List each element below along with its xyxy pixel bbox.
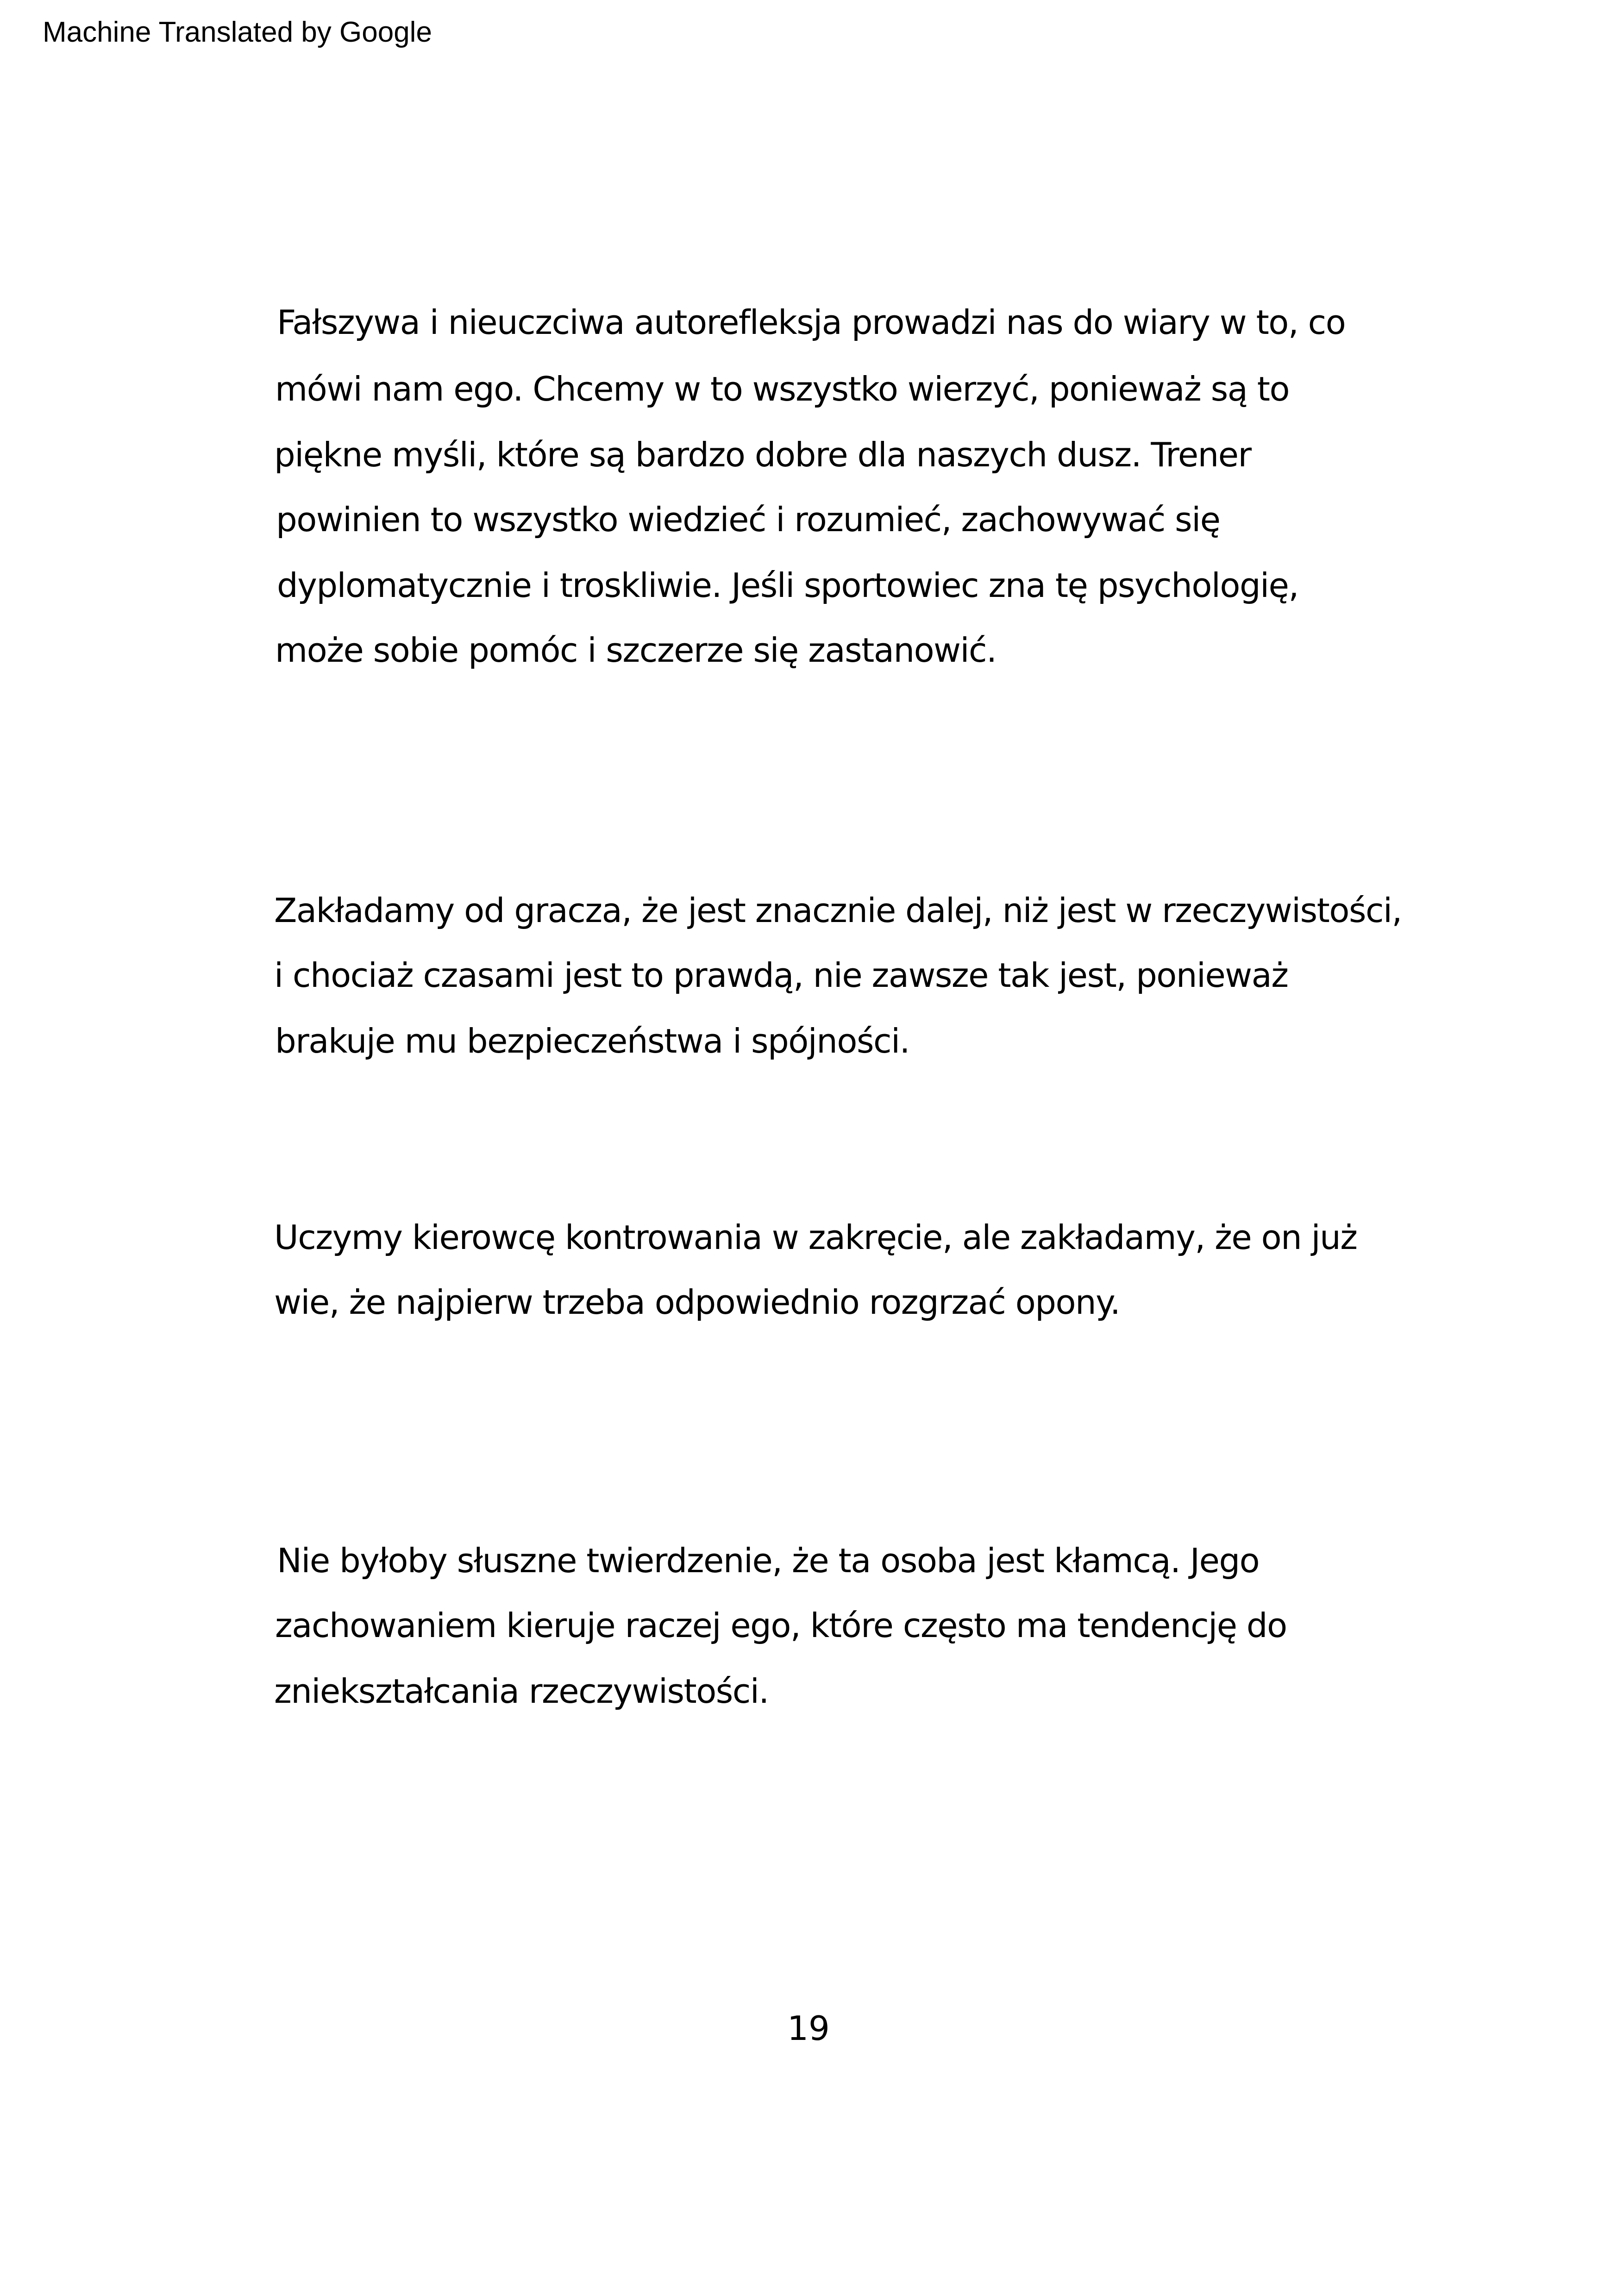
paragraph-line: mówi nam ego. Chcemy w to wszystko wierzyć, ponieważ są to [275,370,1289,408]
paragraph-line: zachowaniem kieruje raczej ego, które często ma tendencję do [275,1606,1287,1645]
paragraph-line: piękne myśli, które są bardzo dobre dla naszych dusz. Trener [274,435,1251,474]
paragraph-line: Nie byłoby słuszne twierdzenie, że ta osoba jest kłamcą. Jego [277,1541,1260,1580]
page-number: 19 [787,2009,830,2048]
paragraph-line: wie, że najpierw trzeba odpowiednio rozgrzać opony. [274,1283,1120,1322]
paragraph-line: Fałszywa i nieuczciwa autorefleksja prowadzi nas do wiary w to, co [277,303,1346,342]
paragraph-line: Zakładamy od gracza, że jest znacznie dalej, niż jest w rzeczywistości, [274,891,1402,930]
paragraph-line: Uczymy kierowcę kontrowania w zakręcie, ale zakładamy, że on już [274,1218,1357,1257]
paragraph-line: zniekształcania rzeczywistości. [274,1672,769,1711]
paragraph-line: brakuje mu bezpieczeństwa i spójności. [275,1022,909,1060]
paragraph-line: może sobie pomóc i szczerze się zastanowić. [275,631,997,670]
machine-translation-notice: Machine Translated by Google [43,16,432,48]
paragraph-line: i chociaż czasami jest to prawdą, nie zawsze tak jest, ponieważ [274,956,1288,995]
paragraph-line: dyplomatycznie i troskliwie. Jeśli sportowiec zna tę psychologię, [277,566,1298,605]
paragraph-line: powinien to wszystko wiedzieć i rozumieć, zachowywać się [276,500,1220,539]
